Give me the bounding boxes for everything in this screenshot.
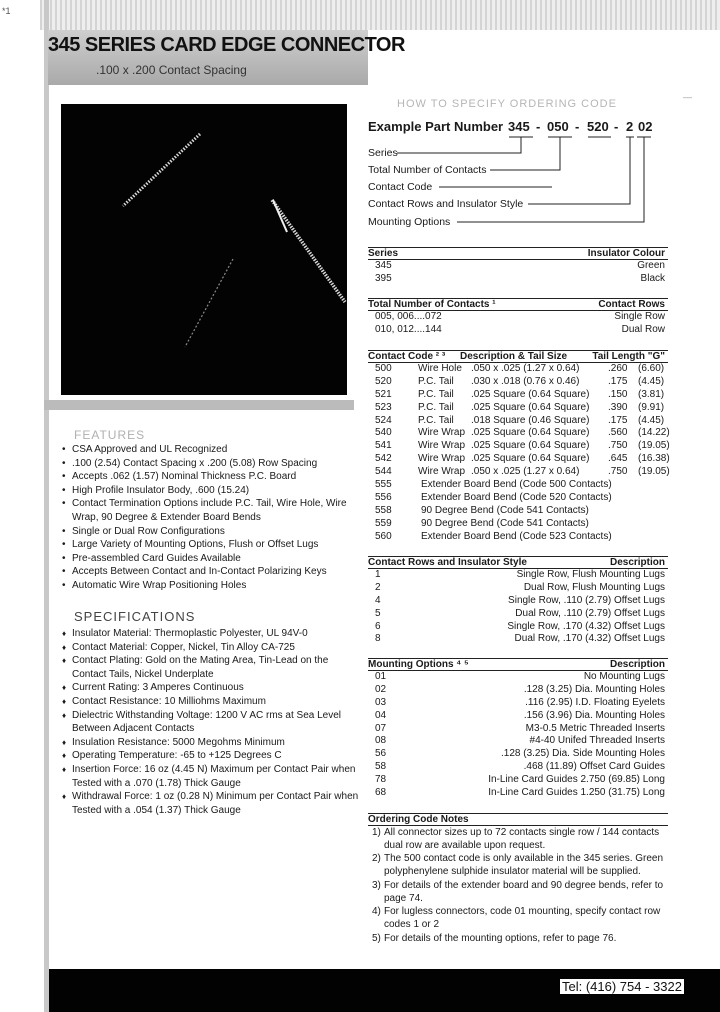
mounting-row bbox=[368, 723, 668, 736]
rows-style-table bbox=[368, 556, 668, 646]
tail-mm: (16.38) bbox=[638, 453, 670, 465]
feature-item: • Automatic Wire Wrap Positioning Holes bbox=[62, 579, 362, 593]
contact-code: 524 bbox=[375, 414, 392, 426]
rows_style-row bbox=[368, 621, 668, 634]
contact-code-row bbox=[368, 415, 668, 428]
category-contacts: Total Number of Contacts bbox=[368, 164, 487, 176]
mounting-table-header bbox=[368, 658, 668, 671]
contact-code: 541 bbox=[375, 440, 392, 452]
contact-type: Wire Wrap bbox=[418, 453, 466, 465]
contacts-header-right: Contact Rows bbox=[598, 299, 665, 310]
tail-mm: (19.05) bbox=[638, 466, 670, 478]
example-part-label: Example Part Number bbox=[368, 119, 504, 134]
pn-contact-code: 520 bbox=[587, 119, 609, 134]
spec-item: ♦ Withdrawal Force: 1 oz (0.28 N) Minimum per Contact Pair when Tested with a .054 (1.37) Thick Gauge bbox=[62, 790, 362, 817]
note-text: The 500 contact code is only available in the 345 series. Green polyphenylene sulphide insulator material will be supplied. bbox=[384, 853, 664, 878]
contact-type: Wire Wrap bbox=[418, 427, 466, 439]
contact-code: 544 bbox=[375, 466, 392, 478]
row-value: Dual Row, .170 (4.32) Offset Lugs bbox=[514, 633, 665, 645]
tail-mm: (3.81) bbox=[638, 388, 665, 400]
mounting-row bbox=[368, 748, 668, 761]
row-code: 1 bbox=[375, 569, 381, 580]
ordering-notes bbox=[368, 813, 668, 945]
contact-code-row bbox=[368, 531, 668, 544]
rows_style-row bbox=[368, 595, 668, 608]
mounting-row bbox=[368, 761, 668, 774]
feature-item: • Accepts .062 (1.57) Nominal Thickness P.C. Board bbox=[62, 470, 362, 484]
contacts-table bbox=[368, 298, 668, 337]
category-mounting: Mounting Options bbox=[368, 216, 451, 228]
series-row bbox=[368, 260, 668, 273]
mounting-row bbox=[368, 684, 668, 697]
contact-size: .025 Square (0.64 Square) bbox=[471, 440, 590, 452]
contact-code-header-desc: Description & Tail Size bbox=[460, 351, 568, 362]
connector-shadow-image bbox=[185, 259, 233, 347]
tail-inch: .645 bbox=[608, 453, 628, 465]
contact-size: .025 Square (0.64 Square) bbox=[471, 388, 590, 400]
row-code: 02 bbox=[375, 683, 387, 695]
contact-type: Wire Hole bbox=[418, 363, 462, 374]
note-text: All connector sizes up to 72 contacts single row / 144 contacts dual row are available upon request. bbox=[384, 827, 660, 851]
row-value: .116 (2.95) I.D. Floating Eyelets bbox=[525, 696, 665, 708]
rows_style-row bbox=[368, 633, 668, 646]
row-code: 345 bbox=[375, 260, 392, 271]
spec-item: ♦ Contact Resistance: 10 Milliohms Maximum bbox=[62, 695, 362, 709]
feature-item: • Single or Dual Row Configurations bbox=[62, 525, 362, 539]
contact-code: 560 bbox=[375, 530, 392, 542]
contact-size: .050 x .025 (1.27 x 0.64) bbox=[471, 466, 580, 478]
contact-size: .025 Square (0.64 Square) bbox=[471, 427, 590, 439]
row-value: .128 (3.25) Dia. Mounting Holes bbox=[523, 683, 665, 695]
row-code: 2 bbox=[375, 581, 381, 593]
spec-item: ♦ Contact Material: Copper, Nickel, Tin Alloy CA-725 bbox=[62, 641, 362, 655]
row-value: In-Line Card Guides 1.250 (31.75) Long bbox=[488, 787, 665, 799]
ordering-note bbox=[368, 853, 668, 878]
contacts-header-left: Total Number of Contacts ¹ bbox=[368, 299, 496, 310]
rows-style-header-right: Description bbox=[609, 557, 665, 568]
spec-item: ♦ Insulation Resistance: 5000 Megohms Minimum bbox=[62, 736, 362, 750]
mounting-row bbox=[368, 735, 668, 748]
mounting-row bbox=[368, 697, 668, 710]
feature-item: • Contact Termination Options include P.C. Tail, Wire Hole, Wire Wrap, 90 Degree & Extender Board Bends bbox=[62, 497, 362, 524]
series-row bbox=[368, 273, 668, 286]
contact-code: 558 bbox=[375, 504, 392, 516]
contact-code-row bbox=[368, 427, 668, 440]
mounting-header-left: Mounting Options ⁴ ⁵ bbox=[368, 659, 469, 670]
row-value: No Mounting Lugs bbox=[583, 671, 665, 682]
tail-inch: .175 bbox=[608, 414, 628, 426]
spec-item: ♦ Insertion Force: 16 oz (4.45 N) Maximum per Contact Pair when Tested with a .070 (1.78) Thick Gauge bbox=[62, 763, 362, 790]
note-number: 5) bbox=[372, 932, 381, 944]
feature-item: • Pre-assembled Card Guides Available bbox=[62, 552, 362, 566]
row-value: .128 (3.25) Dia. Side Mounting Holes bbox=[501, 748, 665, 760]
row-value: .156 (3.96) Dia. Mounting Holes bbox=[523, 709, 665, 721]
note-number: 1) bbox=[372, 827, 381, 838]
contacts-row bbox=[368, 311, 668, 324]
tail-inch: .150 bbox=[608, 388, 628, 400]
category-rows-style: Contact Rows and Insulator Style bbox=[368, 198, 524, 210]
ordering-note bbox=[368, 933, 668, 946]
rows_style-row bbox=[368, 582, 668, 595]
contact-desc: 90 Degree Bend (Code 541 Contacts) bbox=[421, 517, 589, 529]
row-code: 010, 012....144 bbox=[375, 323, 442, 335]
contact-code-row bbox=[368, 479, 668, 492]
feature-item: • High Profile Insulator Body, .600 (15.24) bbox=[62, 484, 362, 498]
series-header-left: Series bbox=[368, 248, 399, 259]
tail-mm: (9.91) bbox=[638, 401, 665, 413]
row-code: 005, 006....072 bbox=[375, 311, 442, 322]
row-code: 58 bbox=[375, 761, 387, 773]
row-code: 08 bbox=[375, 735, 387, 747]
contact-code-row bbox=[368, 492, 668, 505]
feature-item: • .100 (2.54) Contact Spacing x .200 (5.08) Row Spacing bbox=[62, 457, 362, 471]
row-value: .468 (11.89) Offset Card Guides bbox=[523, 761, 665, 773]
row-value: Green bbox=[637, 260, 665, 271]
contact-code: 556 bbox=[375, 491, 392, 503]
contact-type: Wire Wrap bbox=[418, 440, 466, 452]
row-value: Single Row, .110 (2.79) Offset Lugs bbox=[508, 594, 665, 606]
contact-desc: Extender Board Bend (Code 523 Contacts) bbox=[421, 530, 612, 542]
ordering-note bbox=[368, 827, 668, 852]
contact-code-table-header bbox=[368, 350, 668, 363]
spec-item: ♦ Insulator Material: Thermoplastic Polyester, UL 94V-0 bbox=[62, 627, 362, 641]
contact-code: 520 bbox=[375, 375, 392, 387]
series-header-right: Insulator Colour bbox=[587, 248, 665, 259]
page-subtitle: .100 x .200 Contact Spacing bbox=[96, 63, 247, 77]
mounting-row bbox=[368, 710, 668, 723]
contact-type: P.C. Tail bbox=[418, 375, 454, 387]
note-number: 3) bbox=[372, 879, 381, 891]
row-value: Dual Row bbox=[621, 323, 665, 335]
contact-code: 540 bbox=[375, 427, 392, 439]
contact-type: P.C. Tail bbox=[418, 414, 454, 426]
contact-code-row bbox=[368, 466, 668, 479]
specifications-list bbox=[62, 627, 362, 817]
row-code: 6 bbox=[375, 620, 381, 632]
footer-phone: Tel: (416) 754 - 3322 bbox=[562, 979, 682, 994]
contact-desc: 90 Degree Bend (Code 541 Contacts) bbox=[421, 504, 589, 516]
series-table bbox=[368, 247, 668, 286]
tail-inch: .560 bbox=[608, 427, 628, 439]
row-value: Dual Row, .110 (2.79) Offset Lugs bbox=[515, 607, 665, 619]
ordering-notes-header: Ordering Code Notes bbox=[368, 813, 668, 826]
row-code: 56 bbox=[375, 748, 387, 760]
tail-inch: .175 bbox=[608, 375, 628, 387]
contact-code-table bbox=[368, 350, 668, 543]
ordering-note bbox=[368, 906, 668, 931]
rows_style-row bbox=[368, 569, 668, 582]
row-code: 04 bbox=[375, 709, 387, 721]
series-table-header bbox=[368, 247, 668, 260]
contacts-table-header bbox=[368, 298, 668, 311]
mounting-row bbox=[368, 787, 668, 800]
contact-code-row bbox=[368, 505, 668, 518]
contact-code: 542 bbox=[375, 453, 392, 465]
contact-code-row bbox=[368, 518, 668, 531]
contact-code-row bbox=[368, 440, 668, 453]
pn-dash: - bbox=[614, 119, 619, 134]
row-code: 395 bbox=[375, 272, 392, 284]
contact-size: .050 x .025 (1.27 x 0.64) bbox=[471, 363, 580, 374]
contact-code-header-tail: Tail Length "G" bbox=[592, 351, 665, 362]
tail-mm: (4.45) bbox=[638, 375, 665, 387]
scan-mid-stripe bbox=[44, 400, 354, 410]
corner-mark: *1 bbox=[2, 6, 11, 16]
row-code: 03 bbox=[375, 696, 387, 708]
row-value: Single Row bbox=[614, 311, 665, 322]
pn-rows-style: 2 bbox=[626, 119, 634, 134]
contact-desc: Extender Board Bend (Code 500 Contacts) bbox=[421, 479, 612, 491]
category-series: Series bbox=[368, 147, 398, 159]
tail-mm: (19.05) bbox=[638, 440, 670, 452]
pn-dash: - bbox=[575, 119, 580, 134]
contact-code-row bbox=[368, 402, 668, 415]
features-heading: FEATURES bbox=[74, 428, 146, 442]
contact-code-row bbox=[368, 363, 668, 376]
category-contact-code: Contact Code bbox=[368, 181, 433, 193]
feature-item: • CSA Approved and UL Recognized bbox=[62, 443, 362, 457]
ordering-leader-lines bbox=[0, 0, 720, 240]
row-code: 07 bbox=[375, 722, 387, 734]
contact-desc: Extender Board Bend (Code 520 Contacts) bbox=[421, 491, 612, 503]
row-value: Black bbox=[640, 272, 665, 284]
note-text: For details of the mounting options, refer to page 76. bbox=[384, 932, 617, 944]
contact-code: 555 bbox=[375, 479, 392, 491]
ordering-heading: HOW TO SPECIFY ORDERING CODE bbox=[397, 98, 617, 110]
contact-code: 559 bbox=[375, 517, 392, 529]
contact-type: P.C. Tail bbox=[418, 401, 454, 413]
contact-code-row bbox=[368, 389, 668, 402]
specifications-heading: SPECIFICATIONS bbox=[74, 609, 196, 624]
tail-mm: (14.22) bbox=[638, 427, 670, 439]
contact-size: .025 Square (0.64 Square) bbox=[471, 453, 590, 465]
mounting-row bbox=[368, 774, 668, 787]
row-value: #4-40 Unifed Threaded Inserts bbox=[529, 735, 665, 747]
tail-inch: .390 bbox=[608, 401, 628, 413]
tail-inch: .750 bbox=[608, 466, 628, 478]
rows-style-header-left: Contact Rows and Insulator Style bbox=[368, 557, 527, 568]
row-value: Dual Row, Flush Mounting Lugs bbox=[523, 581, 665, 593]
row-code: 01 bbox=[375, 671, 387, 682]
note-number: 2) bbox=[372, 853, 381, 865]
contact-type: P.C. Tail bbox=[418, 388, 454, 400]
contact-code: 500 bbox=[375, 363, 392, 374]
corner-mark-2: — bbox=[683, 92, 692, 102]
row-value: In-Line Card Guides 2.750 (69.85) Long bbox=[488, 774, 665, 786]
contact-code: 521 bbox=[375, 388, 392, 400]
contact-size: .018 Square (0.46 Square) bbox=[471, 414, 590, 426]
contact-code-row bbox=[368, 376, 668, 389]
spec-item: ♦ Current Rating: 3 Amperes Continuous bbox=[62, 681, 362, 695]
row-code: 68 bbox=[375, 787, 387, 799]
ordering-note bbox=[368, 880, 668, 905]
features-list bbox=[62, 443, 362, 593]
contact-code-header-code: Contact Code ² ³ bbox=[368, 351, 446, 362]
note-text: For lugless connectors, code 01 mounting, specify contact row codes 1 or 2 bbox=[384, 906, 661, 930]
row-value: M3-0.5 Metric Threaded Inserts bbox=[525, 722, 665, 734]
contact-type: Wire Wrap bbox=[418, 466, 466, 478]
mounting-row bbox=[368, 671, 668, 684]
row-code: 78 bbox=[375, 774, 387, 786]
row-code: 8 bbox=[375, 633, 381, 645]
page-title: 345 SERIES CARD EDGE CONNECTOR bbox=[48, 34, 405, 56]
contact-size: .025 Square (0.64 Square) bbox=[471, 401, 590, 413]
spec-item: ♦ Operating Temperature: -65 to +125 Degrees C bbox=[62, 749, 362, 763]
mounting-table bbox=[368, 658, 668, 800]
feature-item: • Accepts Between Contact and In-Contact Polarizing Keys bbox=[62, 565, 362, 579]
mounting-header-right: Description bbox=[609, 659, 665, 670]
tail-inch: .750 bbox=[608, 440, 628, 452]
pn-contacts: 050 bbox=[547, 119, 569, 134]
tail-inch: .260 bbox=[608, 363, 628, 374]
contacts-row bbox=[368, 324, 668, 337]
row-code: 5 bbox=[375, 607, 381, 619]
note-text: For details of the extender board and 90 degree bends, refer to page 74. bbox=[384, 879, 664, 904]
spec-item: ♦ Dielectric Withstanding Voltage: 1200 V AC rms at Sea Level Between Adjacent Contacts bbox=[62, 709, 362, 736]
row-value: Single Row, Flush Mounting Lugs bbox=[516, 569, 665, 580]
contact-code: 523 bbox=[375, 401, 392, 413]
contact-code-row bbox=[368, 453, 668, 466]
rows-style-table-header bbox=[368, 556, 668, 569]
row-code: 4 bbox=[375, 594, 381, 606]
pn-series: 345 bbox=[508, 119, 530, 134]
spec-item: ♦ Contact Plating: Gold on the Mating Area, Tin-Lead on the Contact Tails, Nickel Underplate bbox=[62, 654, 362, 681]
tail-mm: (6.60) bbox=[638, 363, 665, 374]
pn-dash: - bbox=[536, 119, 541, 134]
contact-size: .030 x .018 (0.76 x 0.46) bbox=[471, 375, 580, 387]
pn-mounting: 02 bbox=[638, 119, 653, 134]
tail-mm: (4.45) bbox=[638, 414, 665, 426]
note-number: 4) bbox=[372, 906, 381, 918]
feature-item: • Large Variety of Mounting Options, Flush or Offset Lugs bbox=[62, 538, 362, 552]
rows_style-row bbox=[368, 608, 668, 621]
row-value: Single Row, .170 (4.32) Offset Lugs bbox=[507, 620, 665, 632]
